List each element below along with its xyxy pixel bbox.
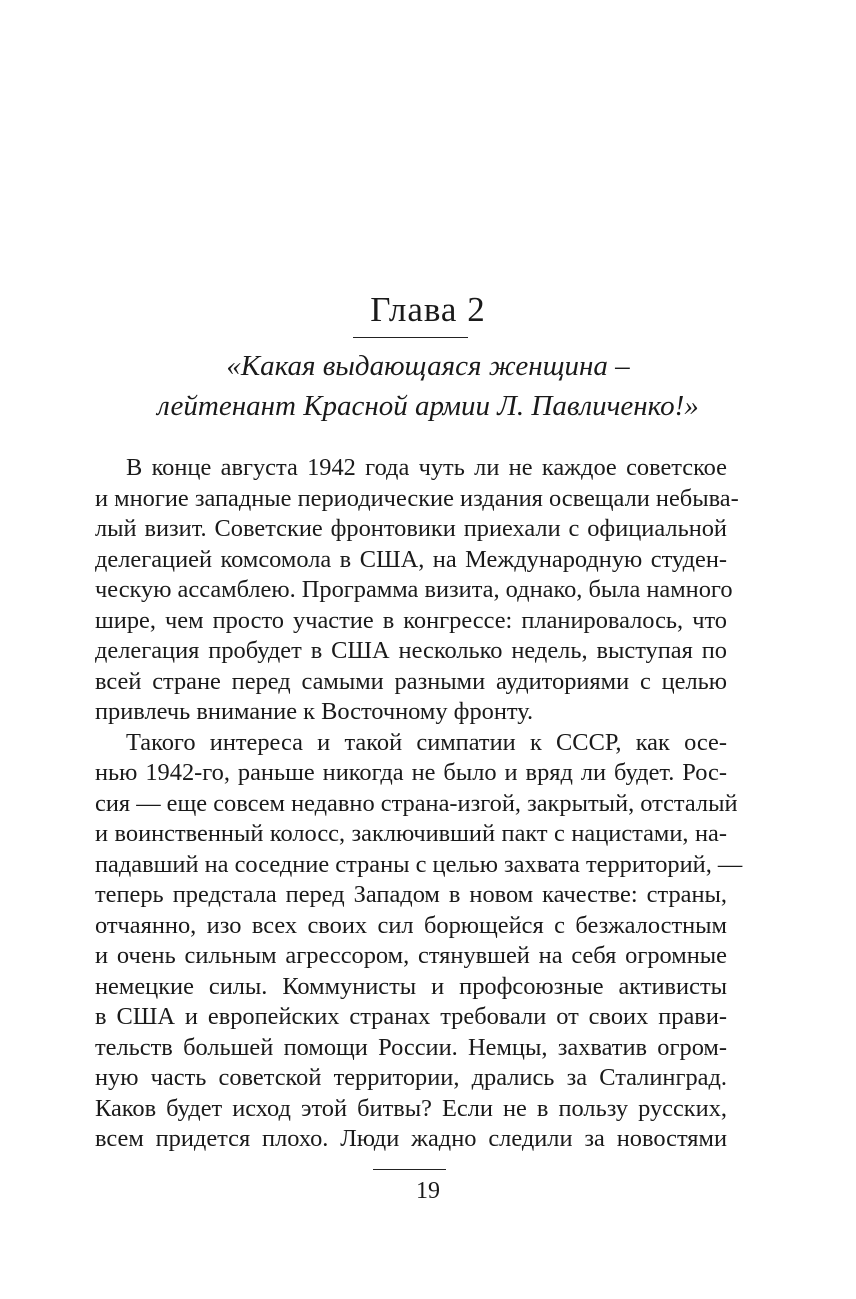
text-line: делегацией комсомола в США, на Международную студен- bbox=[95, 545, 727, 573]
text-line: тельств большей помощи России. Немцы, захватив огром- bbox=[95, 1033, 727, 1061]
text-line: привлечь внимание к Восточному фронту. bbox=[95, 698, 534, 725]
paragraph-2 bbox=[95, 728, 743, 1155]
text-line: нью 1942-го, раньше никогда не было и вряд ли будет. Рос- bbox=[95, 759, 727, 786]
chapter-title-underline bbox=[353, 337, 468, 338]
text-line: немецкие силы. Коммунисты и профсоюзные активисты bbox=[95, 972, 727, 1000]
text-line: отчаянно, изо всех своих сил борющейся с безжалостным bbox=[95, 911, 727, 939]
text-line: шире, чем просто участие в конгрессе: планировалось, что bbox=[95, 606, 727, 634]
text-line: всей стране перед самыми разными аудиториями с целью bbox=[95, 667, 727, 695]
body-text bbox=[95, 453, 743, 1155]
text-line: лый визит. Советские фронтовики приехали с официальной bbox=[95, 515, 727, 542]
text-line: Такого интереса и такой симпатии к СССР, как осе- bbox=[126, 728, 727, 756]
chapter-subtitle-line: «Какая выдающаяся женщина – bbox=[226, 350, 630, 382]
chapter-subtitle bbox=[60, 346, 796, 426]
text-line: в США и европейских странах требовали от своих прави- bbox=[95, 1003, 727, 1030]
chapter-subtitle-line: лейтенант Красной армии Л. Павличенко!» bbox=[157, 390, 699, 422]
text-line: падавший на соседние страны с целью захвата территорий, — bbox=[95, 850, 743, 878]
text-line: и очень сильным агрессором, стянувшей на себя огромные bbox=[95, 942, 727, 969]
text-line: и многие западные периодические издания освещали небыва- bbox=[95, 484, 739, 512]
text-line: Каков будет исход этой битвы? Если не в пользу русских, bbox=[95, 1094, 727, 1122]
page-number: 19 bbox=[416, 1178, 440, 1204]
text-line: и воинственный колосс, заключивший пакт с нацистами, на- bbox=[95, 820, 727, 847]
text-line: делегация пробудет в США несколько недель, выступая по bbox=[95, 637, 727, 664]
text-line: В конце августа 1942 года чуть ли не каждое советское bbox=[126, 454, 727, 481]
text-line: теперь предстала перед Западом в новом качестве: страны, bbox=[95, 881, 727, 908]
footer-rule bbox=[373, 1169, 446, 1170]
text-line: всем придется плохо. Люди жадно следили за новостями bbox=[95, 1125, 727, 1152]
text-line: ную часть советской территории, дрались за Сталинград. bbox=[95, 1064, 727, 1091]
paragraph-1 bbox=[95, 453, 739, 728]
text-line: ческую ассамблею. Программа визита, однако, была намного bbox=[95, 576, 733, 603]
chapter-title: Глава 2 bbox=[370, 290, 486, 329]
text-line: сия — еще совсем недавно страна-изгой, закрытый, отсталый bbox=[95, 789, 738, 817]
